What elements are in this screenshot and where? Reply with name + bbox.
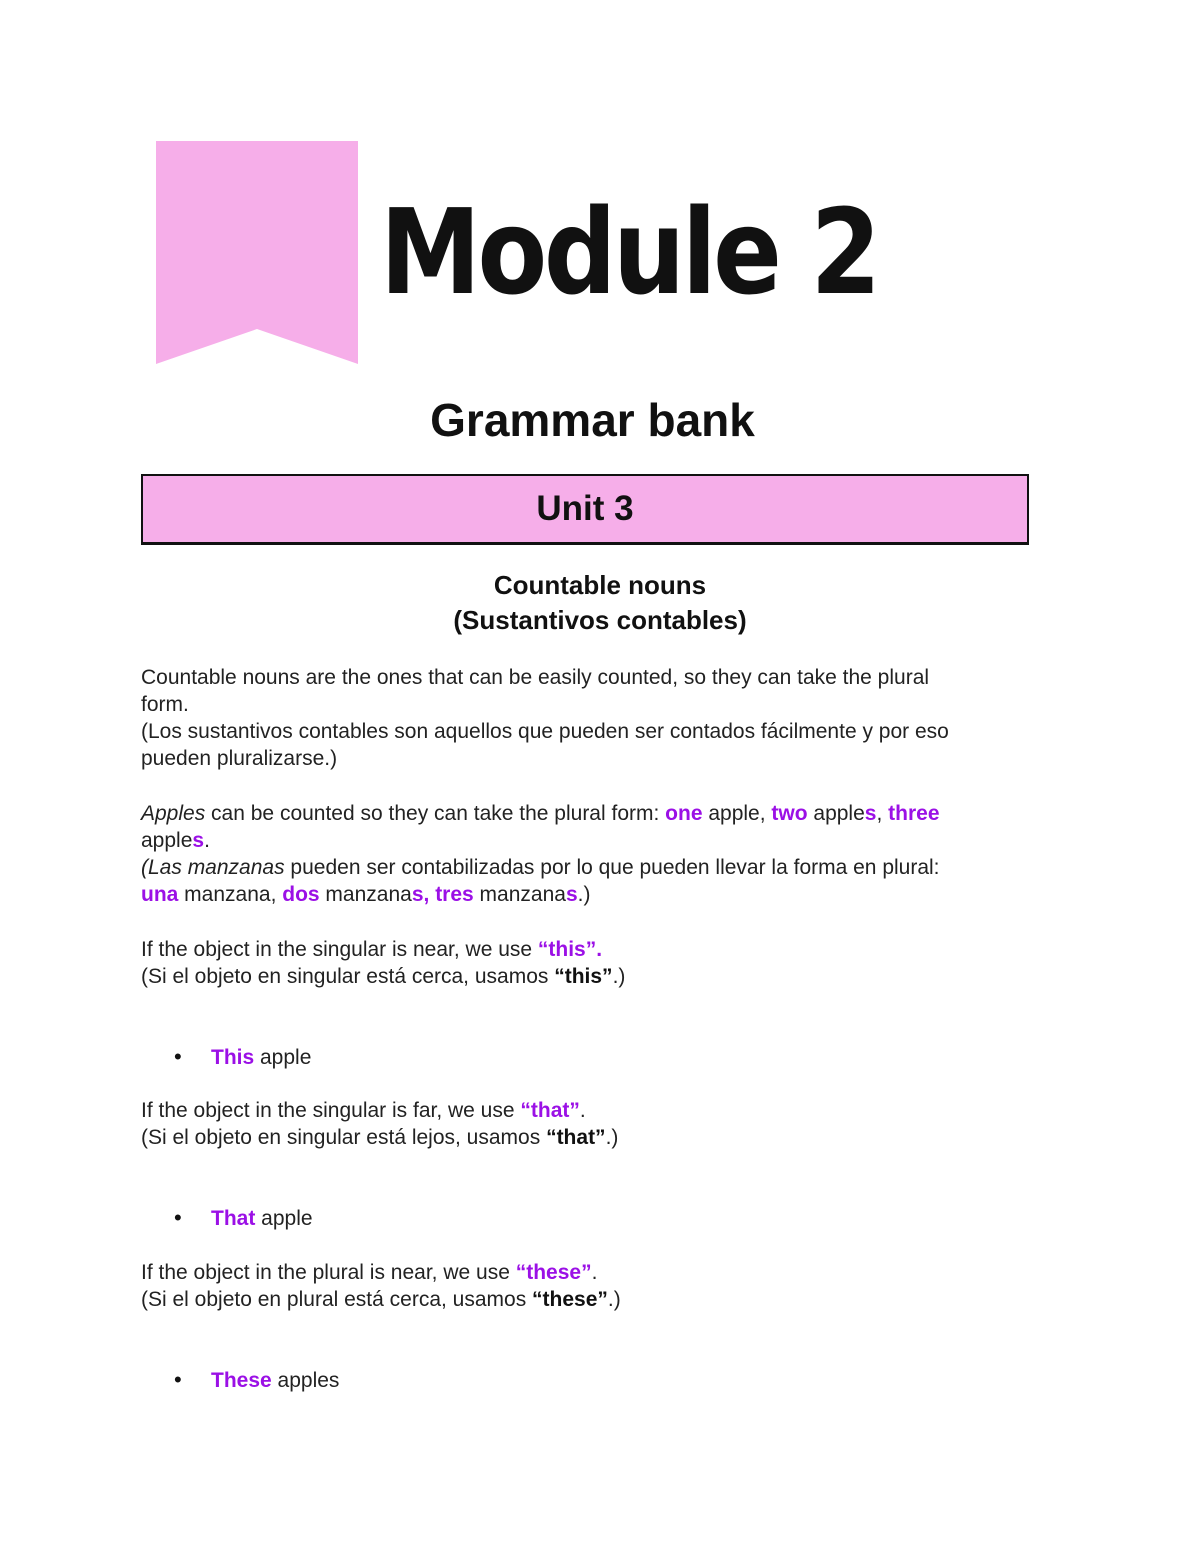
apples-en-line2: apples. [141,829,210,852]
apples-es-line2: una manzana, dos manzanas, tres manzanas.) [141,883,591,906]
bullet-icon [174,1043,211,1071]
apples-es-line1: (Las manzanas pueden ser contabilizadas por lo que pueden llevar la forma en plural: [141,856,940,879]
that-rule-paragraph [141,1097,1061,1151]
this-rule-paragraph [141,936,1061,990]
this-rule-es: (Si el objeto en singular está cerca, usamos “this”.) [141,965,626,988]
bullet-that-apple: •That apple [174,1204,313,1232]
these-rule-es: (Si el objeto en plural está cerca, usamos “these”.) [141,1288,621,1311]
bullet-this-apple: •This apple [174,1043,311,1071]
bullet-these-apples: •These apples [174,1366,339,1394]
unit-header-box [141,474,1029,545]
section-title: Countable nouns [493,570,707,600]
grammar-bank-title: Grammar bank [430,394,755,446]
definition-en-line1: Countable nouns are the ones that can be easily counted, so they can take the plural [141,666,930,689]
module-ribbon-banner [156,141,358,364]
definition-es-line2: pueden pluralizarse.) [141,747,338,770]
definition-en-line2: form. [141,693,189,716]
module-title: Module 2 [380,183,878,321]
section-heading [0,568,1200,638]
bullet-icon [174,1204,211,1232]
unit-label: Unit 3 [536,489,634,528]
definition-paragraph [141,664,1061,772]
apples-en-line1: Apples can be counted so they can take the plural form: one apple, two apples, three [141,802,940,825]
section-subtitle: (Sustantivos contables) [453,605,747,635]
definition-es-line1: (Los sustantivos contables son aquellos que pueden ser contados fácilmente y por eso [141,720,949,743]
these-rule-en: If the object in the plural is near, we use “these”. [141,1261,598,1284]
that-rule-es: (Si el objeto en singular está lejos, usamos “that”.) [141,1126,619,1149]
bullet-icon [174,1366,211,1394]
this-rule-en: If the object in the singular is near, we use “this”. [141,938,603,961]
these-rule-paragraph [141,1259,1061,1313]
that-rule-en: If the object in the singular is far, we use “that”. [141,1099,586,1122]
apples-example-paragraph [141,800,1061,908]
